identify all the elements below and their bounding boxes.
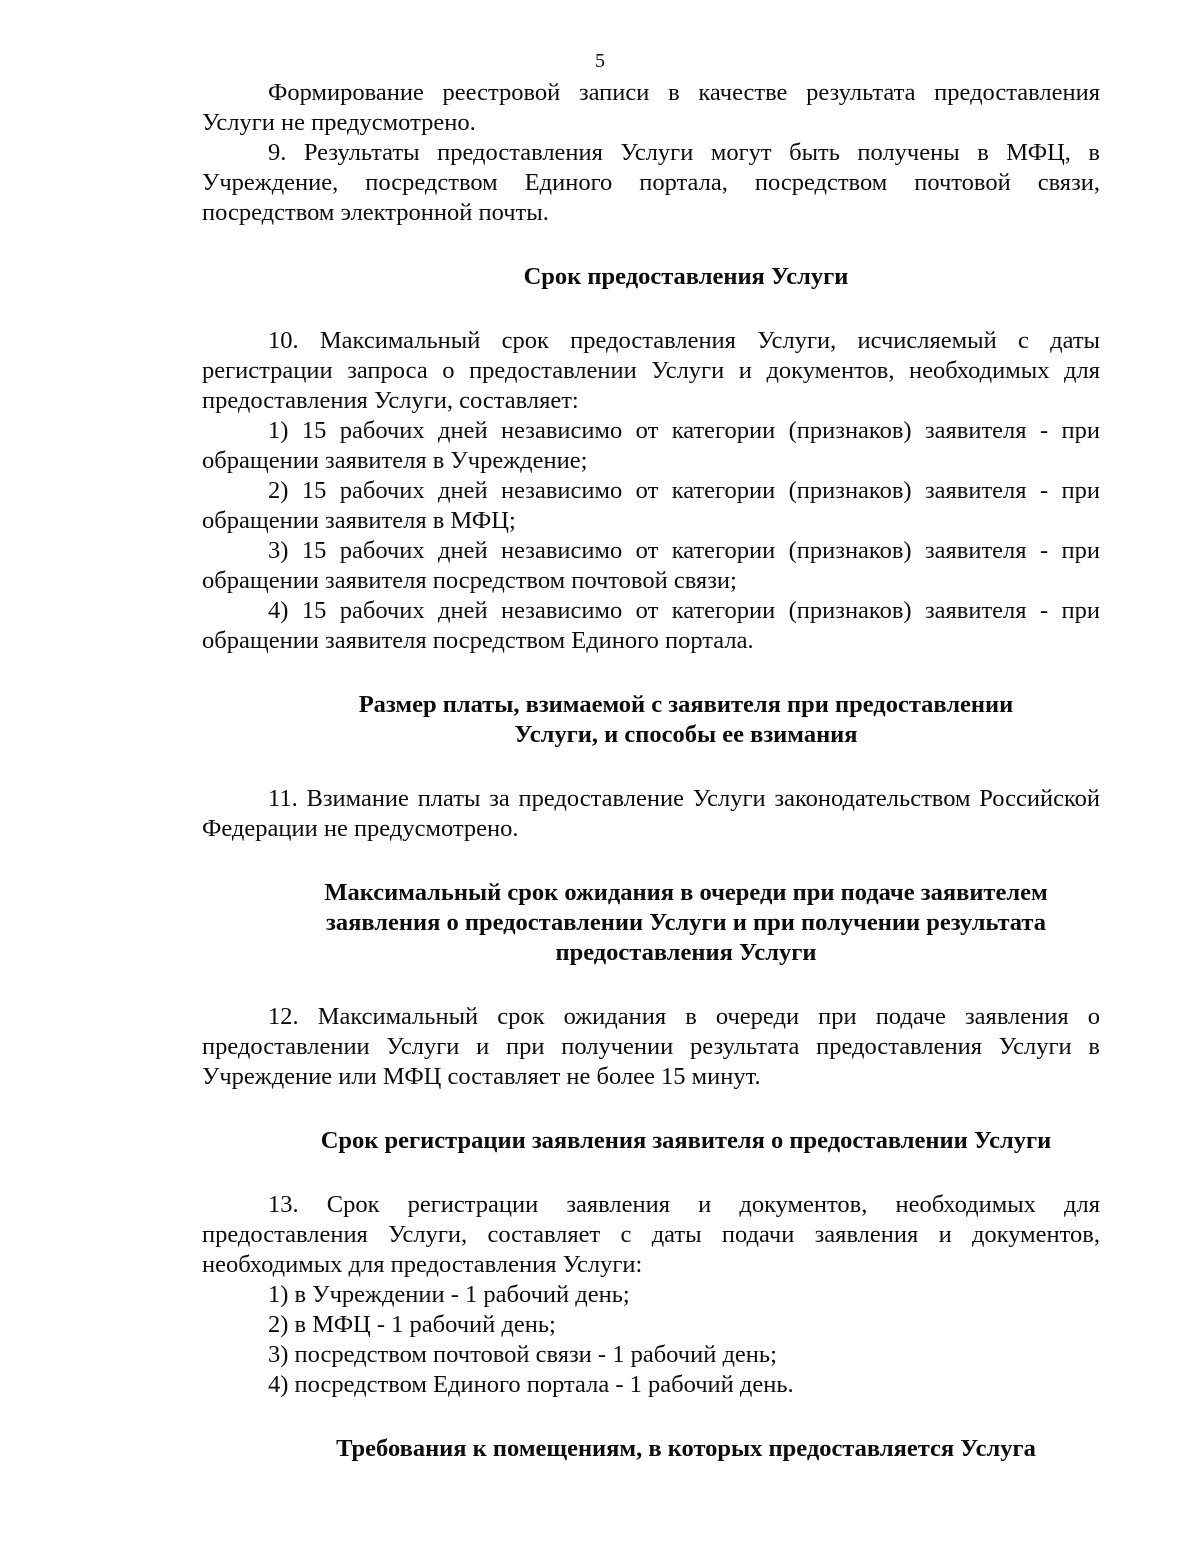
paragraph-registry-record: Формирование реестровой записи в качестве результата предоставления Услуги не предусмотрено. (202, 79, 1100, 136)
heading-service-term: Срок предоставления Услуги (523, 263, 849, 290)
paragraph-12: 12. Максимальный срок ожидания в очереди при подаче заявления о предоставлении Услуги и при получении результата предоставления Услуги в Учреждение или МФЦ составляет не более 15 минут. (202, 1003, 1100, 1090)
paragraph-11: 11. Взимание платы за предоставление Услуги законодательством Российской Федерации не предусмотрено. (202, 785, 1100, 842)
document-body (202, 78, 1100, 1464)
heading-registration-term: Срок регистрации заявления заявителя о предоставлении Услуги (320, 1127, 1052, 1154)
heading-queue-line-3: предоставления Услуги (555, 939, 817, 966)
heading-queue-line-2: заявления о предоставлении Услуги и при получении результата (325, 909, 1047, 936)
heading-queue-time (202, 878, 1100, 968)
list-item: 2) в МФЦ - 1 рабочий день; (268, 1311, 556, 1338)
heading-fee-line-1: Размер платы, взимаемой с заявителя при предоставлении (358, 691, 1014, 718)
paragraph-13: 13. Срок регистрации заявления и документов, необходимых для предоставления Услуги, составляет с даты подачи заявления и документов, необходимых для предоставления Услуги: (202, 1191, 1100, 1278)
list-item: 4) 15 рабочих дней независимо от категории (признаков) заявителя - при обращении заявителя посредством Единого портала. (202, 597, 1100, 654)
list-item: 4) посредством Единого портала - 1 рабочий день. (268, 1371, 794, 1398)
list-item: 1) 15 рабочих дней независимо от категории (признаков) заявителя - при обращении заявителя в Учреждение; (202, 417, 1100, 474)
heading-fee (202, 690, 1100, 750)
paragraph-10: 10. Максимальный срок предоставления Услуги, исчисляемый с даты регистрации запроса о предоставлении Услуги и документов, необходимых для предоставления Услуги, составляет: (202, 327, 1100, 414)
heading-fee-line-2: Услуги, и способы ее взимания (514, 721, 858, 748)
heading-queue-line-1: Максимальный срок ожидания в очереди при подаче заявителем (324, 879, 1048, 906)
paragraph-9: 9. Результаты предоставления Услуги могут быть получены в МФЦ, в Учреждение, посредством Единого портала, посредством почтовой связи, посредством электронной почты. (202, 139, 1100, 226)
list-item: 3) посредством почтовой связи - 1 рабочий день; (268, 1341, 777, 1368)
list-item: 1) в Учреждении - 1 рабочий день; (268, 1281, 630, 1308)
page-number: 5 (595, 50, 605, 72)
list-item: 3) 15 рабочих дней независимо от категории (признаков) заявителя - при обращении заявителя посредством почтовой связи; (202, 537, 1100, 594)
heading-premises-requirements: Требования к помещениям, в которых предоставляется Услуга (336, 1435, 1036, 1462)
list-item: 2) 15 рабочих дней независимо от категории (признаков) заявителя - при обращении заявителя в МФЦ; (202, 477, 1100, 534)
